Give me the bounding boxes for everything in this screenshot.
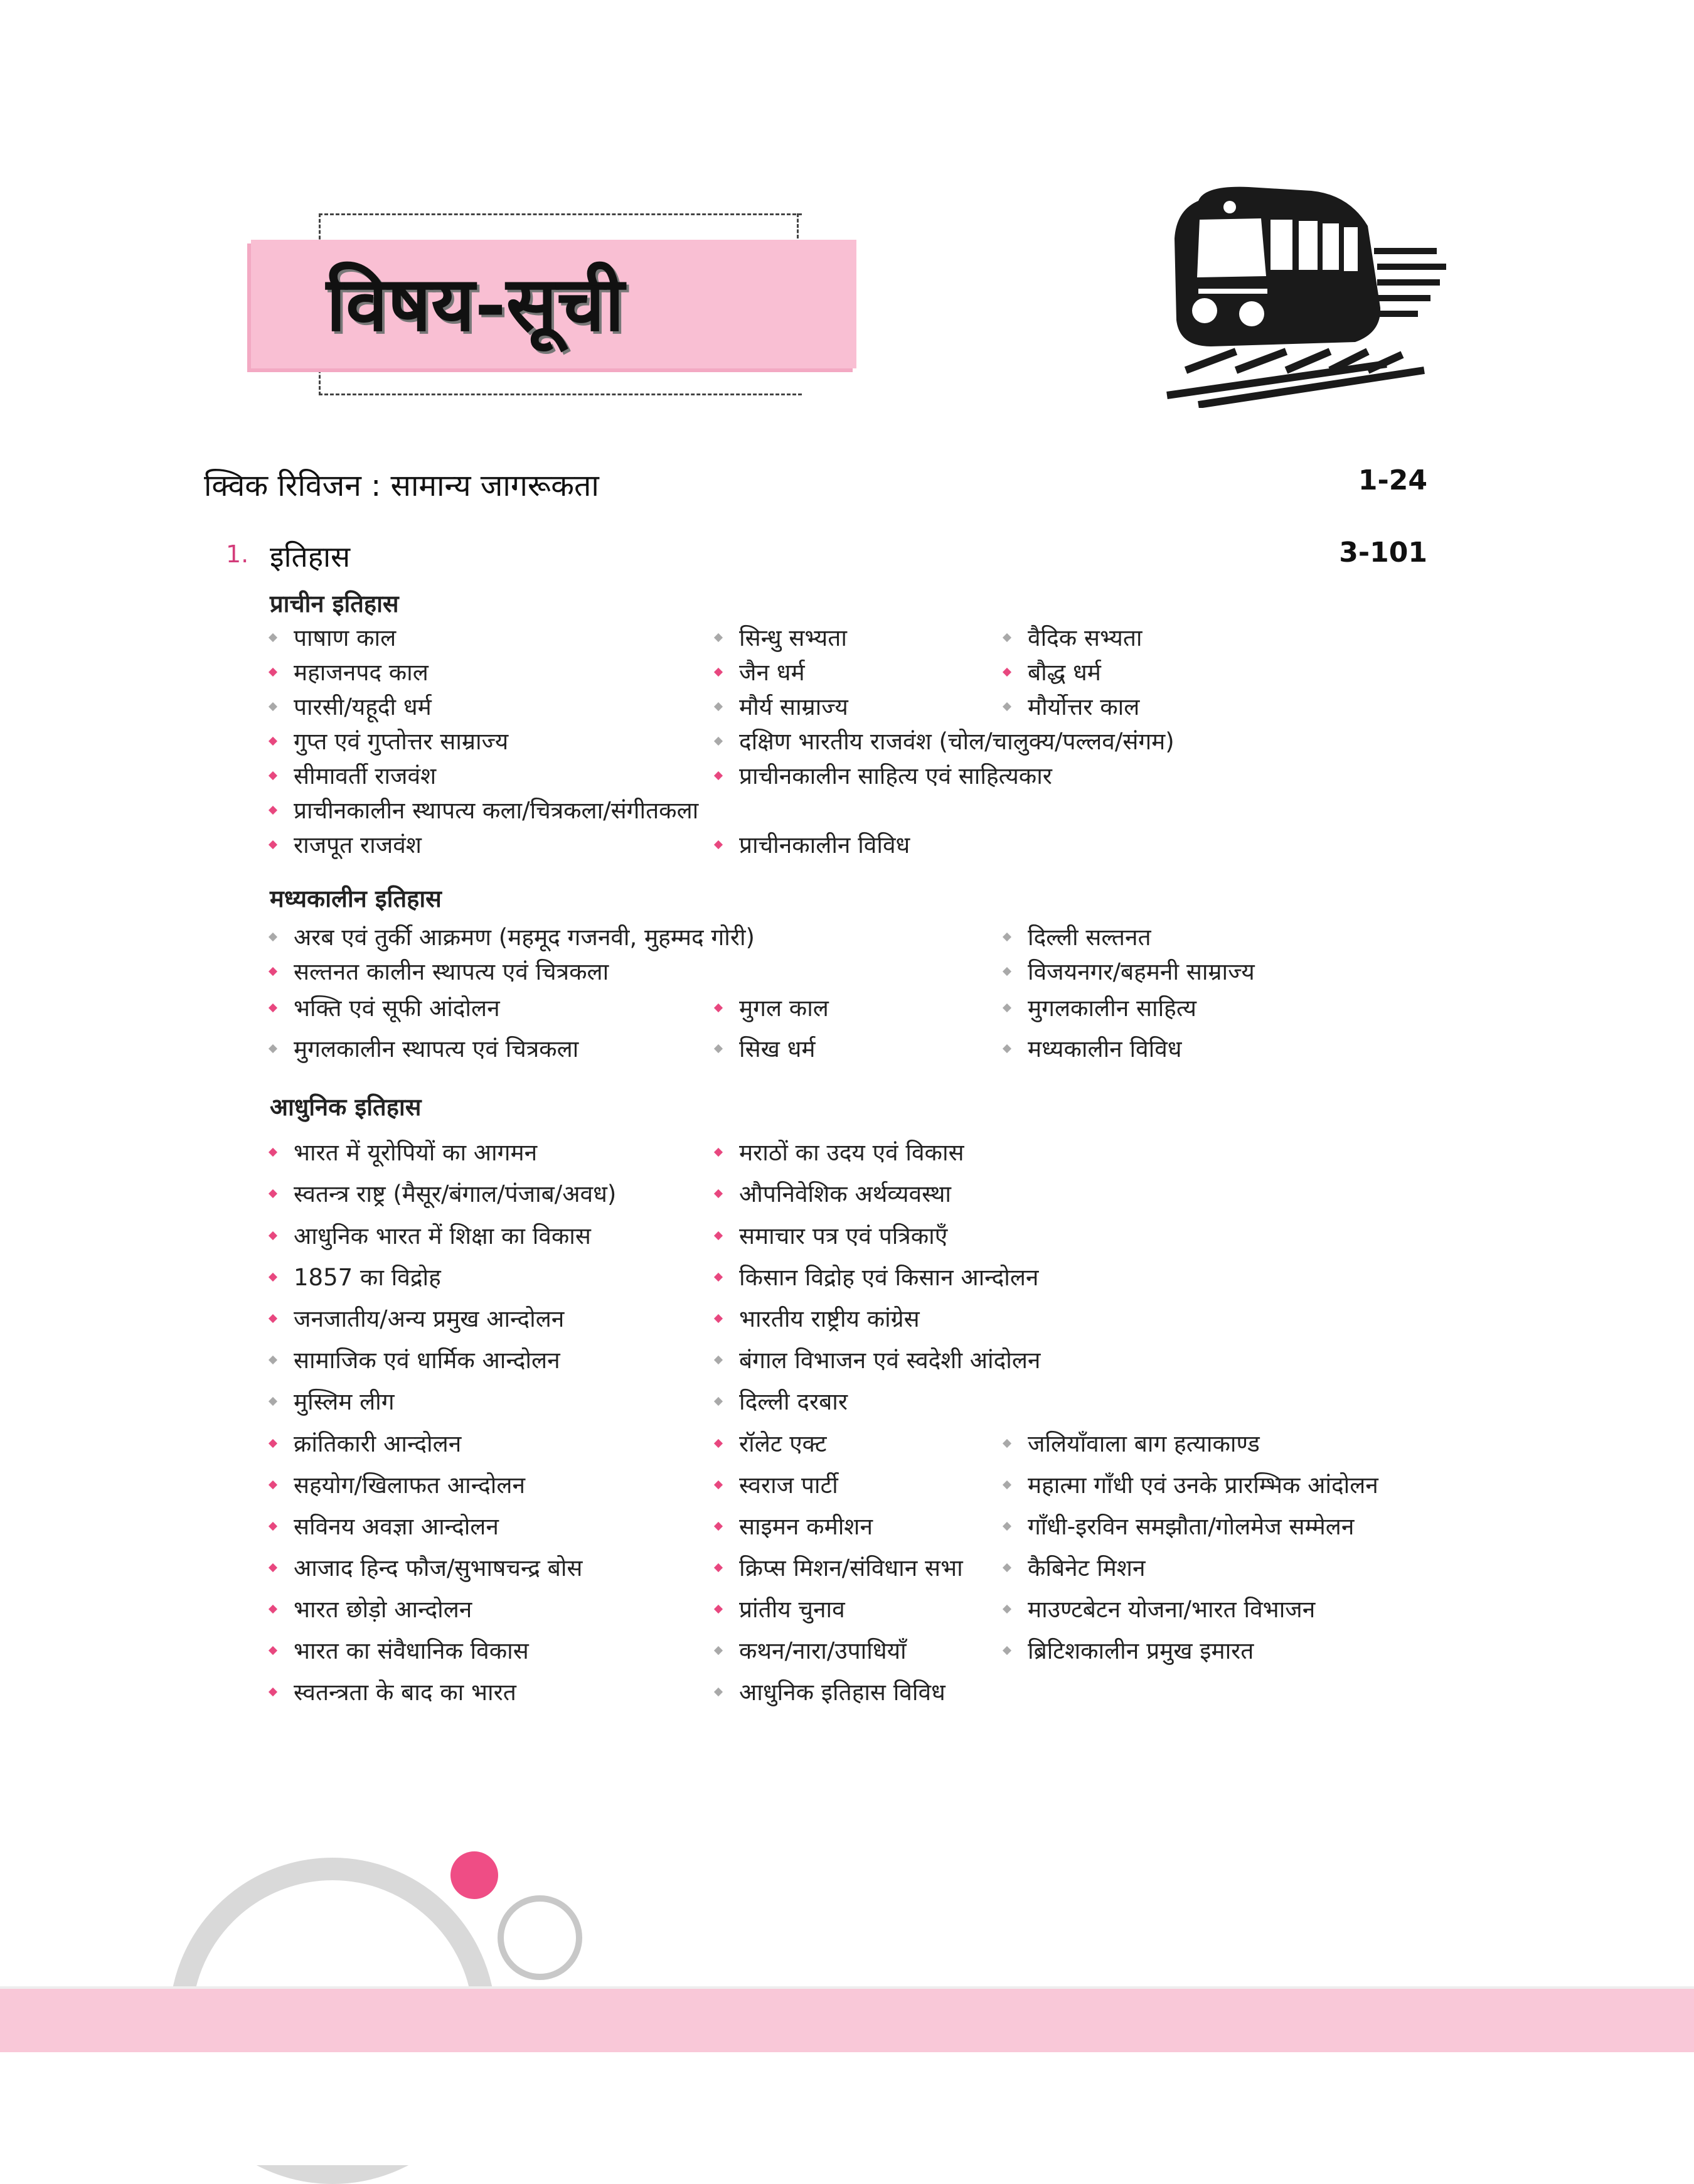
- list-item: माउण्टबेटन योजना/भारत विभाजन: [1004, 1595, 1315, 1625]
- chapter-title: इतिहास: [270, 540, 351, 574]
- list-item: अरब एवं तुर्की आक्रमण (महमूद गजनवी, मुहम्मद गोरी): [270, 923, 755, 953]
- list-item: जैन धर्म: [715, 658, 805, 688]
- title-dashed-frame-end: [797, 213, 801, 238]
- bullet-icon: [714, 1147, 723, 1156]
- bullet-icon: [1003, 1563, 1011, 1571]
- list-item: ब्रिटिशकालीन प्रमुख इमारत: [1004, 1636, 1254, 1666]
- list-item: महाजनपद काल: [270, 658, 429, 688]
- list-item: कैबिनेट मिशन: [1004, 1553, 1145, 1583]
- bullet-icon: [1003, 702, 1011, 710]
- list-item: सिख धर्म: [715, 1034, 816, 1064]
- list-item: सविनय अवज्ञा आन्दोलन: [270, 1512, 499, 1542]
- list-item: जलियाँवाला बाग हत्याकाण्ड: [1004, 1429, 1260, 1459]
- title-block: [251, 213, 860, 395]
- list-item: कथन/नारा/उपाधियाँ: [715, 1636, 907, 1666]
- bullet-icon: [714, 840, 723, 848]
- bullet-icon: [714, 1231, 723, 1239]
- bullet-icon: [269, 1396, 277, 1405]
- bullet-icon: [269, 966, 277, 975]
- footer-blank: [0, 2052, 1694, 2165]
- bullet-icon: [269, 702, 277, 710]
- list-item: गुप्त एवं गुप्तोत्तर साम्राज्य: [270, 727, 508, 757]
- bullet-icon: [714, 1646, 723, 1654]
- list-item: समाचार पत्र एवं पत्रिकाएँ: [715, 1221, 947, 1251]
- list-item: पारसी/यहूदी धर्म: [270, 692, 432, 722]
- bullet-icon: [714, 1189, 723, 1197]
- bullet-icon: [269, 736, 277, 745]
- bullet-icon: [269, 1480, 277, 1489]
- list-item: 1857 का विद्रोह: [270, 1263, 441, 1293]
- section-title-medieval: मध्यकालीन इतिहास: [270, 885, 442, 913]
- bullet-icon: [714, 1272, 723, 1281]
- bullet-icon: [714, 1563, 723, 1571]
- list-item: स्वतन्त्र राष्ट्र (मैसूर/बंगाल/पंजाब/अवध): [270, 1179, 616, 1209]
- list-item: दिल्ली सल्तनत: [1004, 923, 1151, 953]
- bullet-icon: [1003, 1438, 1011, 1447]
- list-item: प्राचीनकालीन साहित्य एवं साहित्यकार: [715, 761, 1052, 791]
- train-icon: [1161, 182, 1449, 408]
- list-item: महात्मा गाँधी एवं उनके प्रारम्भिक आंदोलन: [1004, 1470, 1378, 1501]
- bullet-icon: [269, 932, 277, 941]
- bullet-icon: [714, 1314, 723, 1322]
- list-item: मध्यकालीन विविध: [1004, 1034, 1182, 1064]
- bullet-icon: [714, 667, 723, 676]
- bullet-icon: [1003, 966, 1011, 975]
- list-item: भारत छोड़ो आन्दोलन: [270, 1595, 472, 1625]
- bullet-icon: [269, 1003, 277, 1012]
- bullet-icon: [269, 1521, 277, 1530]
- page-title: विषय-सूची: [326, 260, 624, 348]
- toc-main-heading: [204, 464, 1427, 508]
- bullet-icon: [269, 1189, 277, 1197]
- list-item: क्रांतिकारी आन्दोलन: [270, 1429, 461, 1459]
- bullet-icon: [269, 1355, 277, 1364]
- bullet-icon: [269, 1272, 277, 1281]
- list-item: भक्ति एवं सूफी आंदोलन: [270, 993, 500, 1024]
- bullet-icon: [269, 1563, 277, 1571]
- list-item: मौर्य साम्राज्य: [715, 692, 848, 722]
- list-item: रॉलेट एक्ट: [715, 1429, 827, 1459]
- bullet-icon: [269, 1604, 277, 1613]
- footer-decorative-ring: [498, 1895, 582, 1980]
- bullet-icon: [269, 771, 277, 779]
- list-item: प्रांतीय चुनाव: [715, 1595, 845, 1625]
- bullet-icon: [714, 1604, 723, 1613]
- footer-band: [0, 1986, 1694, 2055]
- section-title-modern: आधुनिक इतिहास: [270, 1093, 422, 1121]
- bullet-icon: [269, 805, 277, 814]
- bullet-icon: [1003, 1521, 1011, 1530]
- list-item: भारत में यूरोपियों का आगमन: [270, 1138, 537, 1168]
- bullet-icon: [714, 1044, 723, 1052]
- list-item: मराठों का उदय एवं विकास: [715, 1138, 964, 1168]
- bullet-icon: [269, 1044, 277, 1052]
- bullet-icon: [1003, 932, 1011, 941]
- bullet-icon: [714, 1003, 723, 1012]
- list-item: स्वतन्त्रता के बाद का भारत: [270, 1678, 516, 1708]
- bullet-icon: [1003, 1646, 1011, 1654]
- bullet-icon: [714, 1687, 723, 1696]
- bullet-icon: [269, 1646, 277, 1654]
- chapter-entry: [226, 537, 1427, 581]
- bullet-icon: [269, 1147, 277, 1156]
- footer-decorative-dot: [450, 1851, 498, 1899]
- list-item: औपनिवेशिक अर्थव्यवस्था: [715, 1179, 951, 1209]
- bullet-icon: [269, 1314, 277, 1322]
- list-item: स्वराज पार्टी: [715, 1470, 838, 1501]
- list-item: पाषाण काल: [270, 623, 396, 653]
- list-item: सामाजिक एवं धार्मिक आन्दोलन: [270, 1346, 560, 1376]
- list-item: मौर्योत्तर काल: [1004, 692, 1139, 722]
- bullet-icon: [1003, 1044, 1011, 1052]
- bullet-icon: [714, 1438, 723, 1447]
- bullet-icon: [714, 702, 723, 710]
- chapter-number: 1.: [226, 540, 249, 568]
- list-item: आजाद हिन्द फौज/सुभाषचन्द्र बोस: [270, 1553, 582, 1583]
- list-item: विजयनगर/बहमनी साम्राज्य: [1004, 957, 1255, 987]
- bullet-icon: [269, 633, 277, 641]
- bullet-icon: [269, 667, 277, 676]
- list-item: गाँधी-इरविन समझौता/गोलमेज सम्मेलन: [1004, 1512, 1354, 1542]
- list-item: दक्षिण भारतीय राजवंश (चोल/चालुक्य/पल्लव/संगम): [715, 727, 1175, 757]
- bullet-icon: [1003, 1003, 1011, 1012]
- list-item: राजपूत राजवंश: [270, 830, 422, 860]
- list-item: क्रिप्स मिशन/संविधान सभा: [715, 1553, 963, 1583]
- list-item: सल्तनत कालीन स्थापत्य एवं चित्रकला: [270, 957, 609, 987]
- bullet-icon: [1003, 1480, 1011, 1489]
- bullet-icon: [269, 840, 277, 848]
- list-item: बंगाल विभाजन एवं स्वदेशी आंदोलन: [715, 1346, 1040, 1376]
- bullet-icon: [714, 1355, 723, 1364]
- list-item: मुस्लिम लीग: [270, 1387, 395, 1417]
- bullet-icon: [269, 1438, 277, 1447]
- list-item: भारत का संवैधानिक विकास: [270, 1636, 529, 1666]
- bullet-icon: [714, 633, 723, 641]
- list-item: साइमन कमीशन: [715, 1512, 873, 1542]
- list-item: आधुनिक भारत में शिक्षा का विकास: [270, 1221, 591, 1251]
- list-item: मुगलकालीन साहित्य: [1004, 993, 1196, 1024]
- bullet-icon: [1003, 667, 1011, 676]
- bullet-icon: [269, 1231, 277, 1239]
- heading-title: क्विक रिविजन : सामान्य जागरूकता: [204, 468, 599, 503]
- bullet-icon: [714, 1480, 723, 1489]
- list-item: वैदिक सभ्यता: [1004, 623, 1143, 653]
- list-item: सीमावर्ती राजवंश: [270, 761, 436, 791]
- bullet-icon: [714, 1521, 723, 1530]
- section-title-ancient: प्राचीन इतिहास: [270, 590, 399, 618]
- heading-page-range: 1-24: [1358, 464, 1427, 496]
- list-item: मुगल काल: [715, 993, 829, 1024]
- list-item: आधुनिक इतिहास विविध: [715, 1678, 946, 1708]
- bullet-icon: [269, 1687, 277, 1696]
- list-item: दिल्ली दरबार: [715, 1387, 848, 1417]
- list-item: बौद्ध धर्म: [1004, 658, 1101, 688]
- list-item: जनजातीय/अन्य प्रमुख आन्दोलन: [270, 1304, 564, 1334]
- list-item: सहयोग/खिलाफत आन्दोलन: [270, 1470, 525, 1501]
- list-item: मुगलकालीन स्थापत्य एवं चित्रकला: [270, 1034, 578, 1064]
- bullet-icon: [714, 736, 723, 745]
- list-item: किसान विद्रोह एवं किसान आन्दोलन: [715, 1263, 1038, 1293]
- list-item: प्राचीनकालीन स्थापत्य कला/चित्रकला/संगीतकला: [270, 796, 698, 826]
- list-item: भारतीय राष्ट्रीय कांग्रेस: [715, 1304, 920, 1334]
- bullet-icon: [1003, 1604, 1011, 1613]
- chapter-page-range: 3-101: [1339, 537, 1427, 569]
- bullet-icon: [1003, 633, 1011, 641]
- bullet-icon: [714, 1396, 723, 1405]
- list-item: सिन्धु सभ्यता: [715, 623, 847, 653]
- bullet-icon: [714, 771, 723, 779]
- list-item: प्राचीनकालीन विविध: [715, 830, 910, 860]
